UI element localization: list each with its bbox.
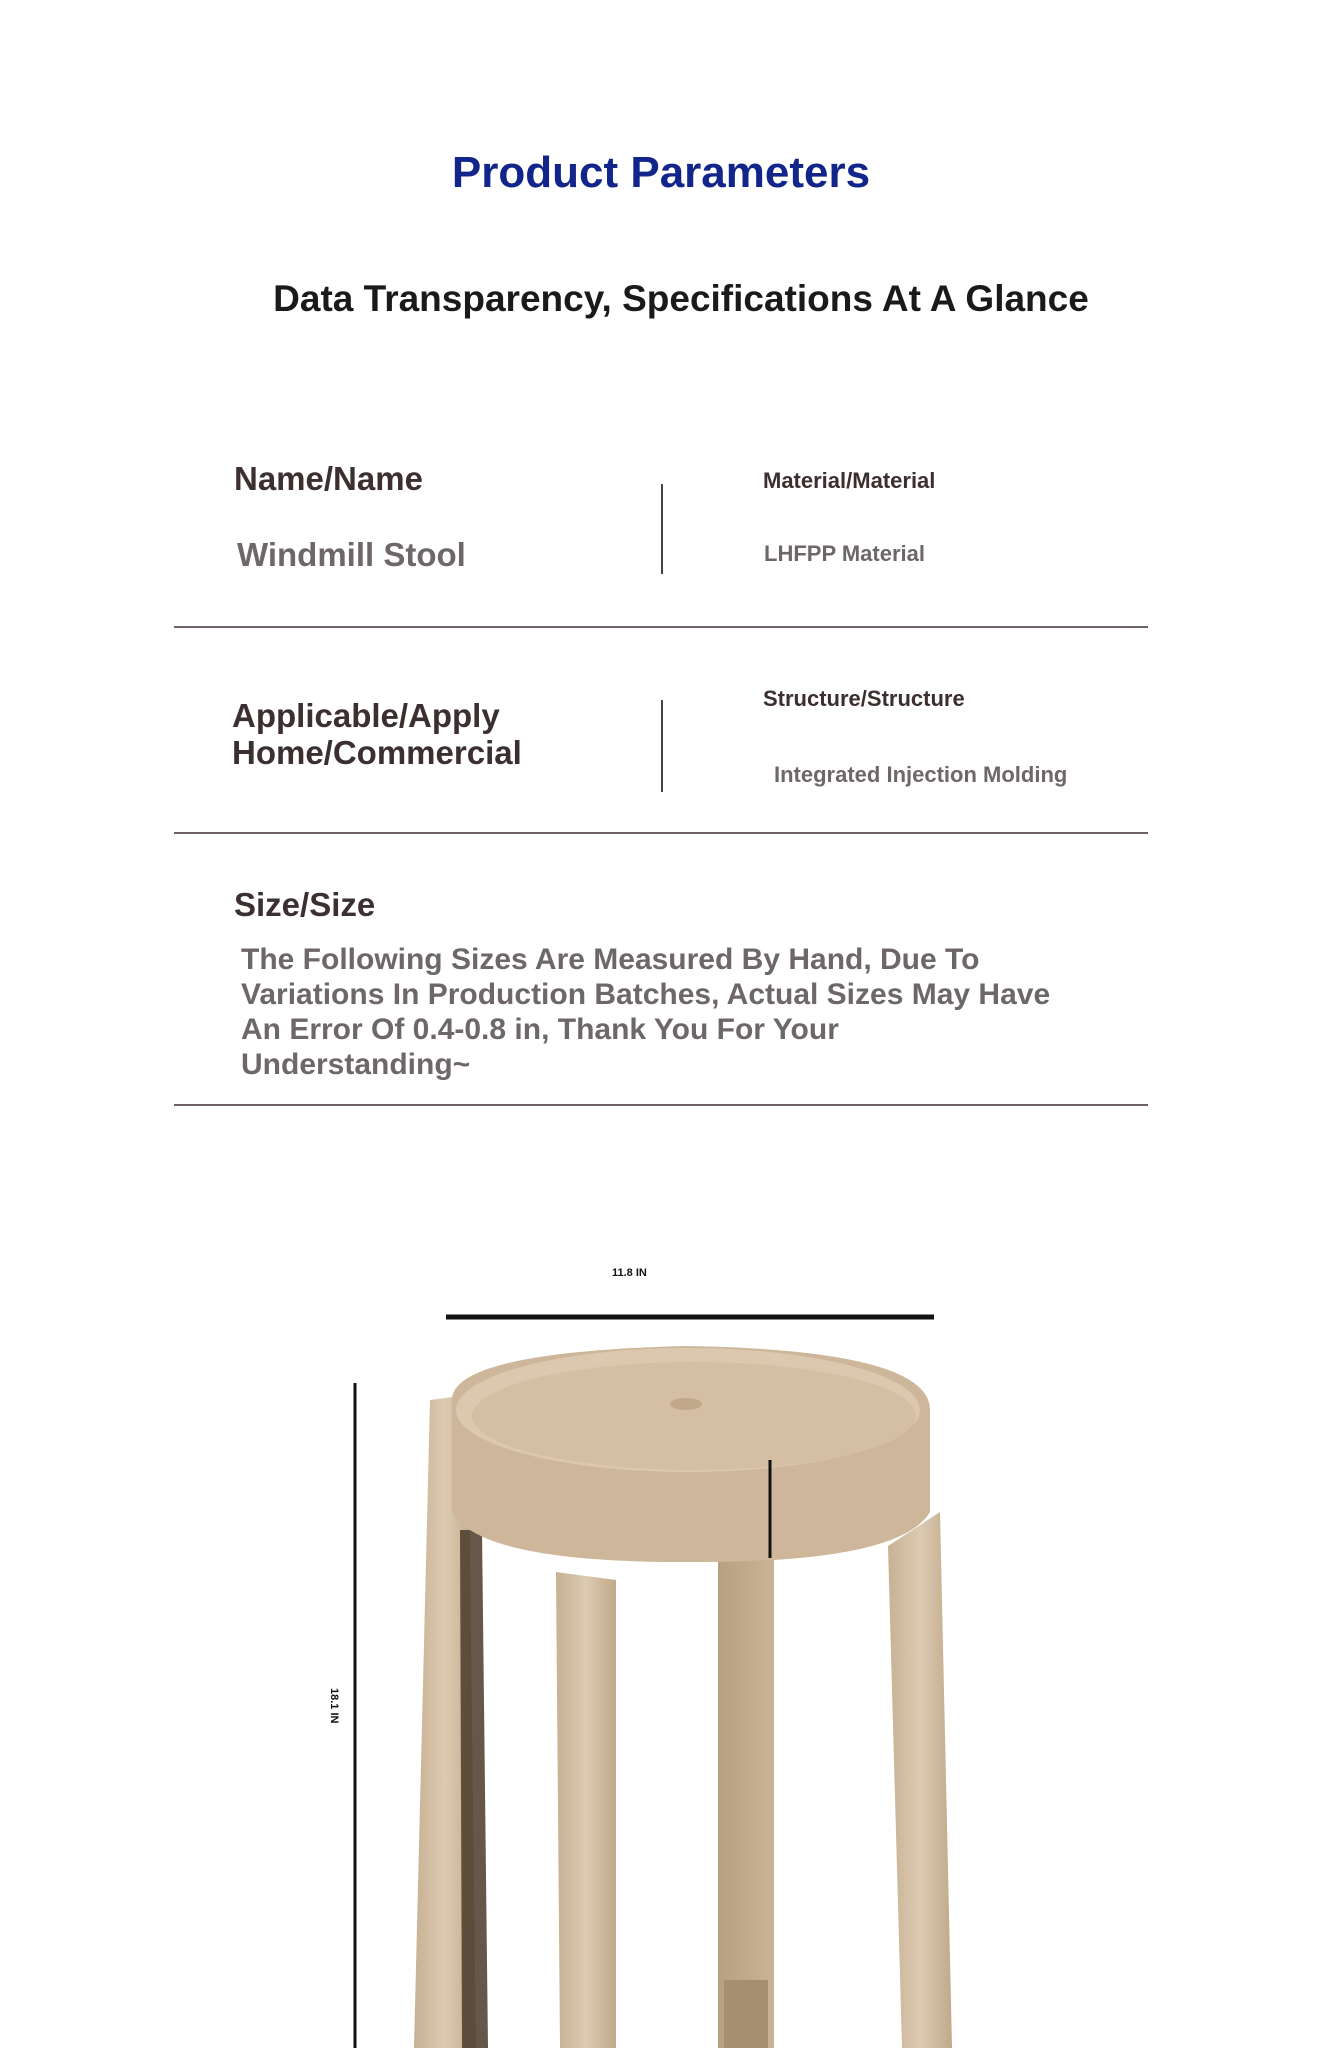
material-value: LHFPP Material [764,541,925,566]
size-note-line: Understanding~ [241,1048,471,1081]
applicable-label [232,697,522,771]
page-subtitle: Data Transparency, Specifications At A Glance [273,278,1089,319]
column-divider [661,700,663,792]
right-leg [888,1512,952,2048]
height-dimension-label: 18.1 IN [328,1688,340,1724]
applicable-label-line: Applicable/Apply [232,697,500,734]
stool-image [0,1280,1322,2048]
material-label: Material/Material [763,468,936,493]
back-leg [718,1548,774,2048]
size-note [241,942,1050,1082]
structure-value: Integrated Injection Molding [774,762,1068,787]
row-divider [174,1104,1148,1106]
width-dimension-label: 11.8 IN [612,1267,647,1279]
size-note-line: Variations In Production Batches, Actual Sizes May Have [241,978,1051,1011]
name-value: Windmill Stool [237,536,466,573]
page-title: Product Parameters [451,148,871,197]
size-note-line: The Following Sizes Are Measured By Hand, Due To [241,943,980,976]
seat-hole [670,1398,702,1410]
front-leg [556,1572,616,2048]
name-label: Name/Name [234,460,423,497]
row-divider [174,832,1148,834]
column-divider [661,484,663,574]
applicable-label-line: Home/Commercial [232,734,522,771]
size-label: Size/Size [234,886,376,923]
structure-label: Structure/Structure [763,686,965,711]
row-divider [174,626,1148,628]
size-note-line: An Error Of 0.4-0.8 in, Thank You For Your [241,1013,839,1046]
